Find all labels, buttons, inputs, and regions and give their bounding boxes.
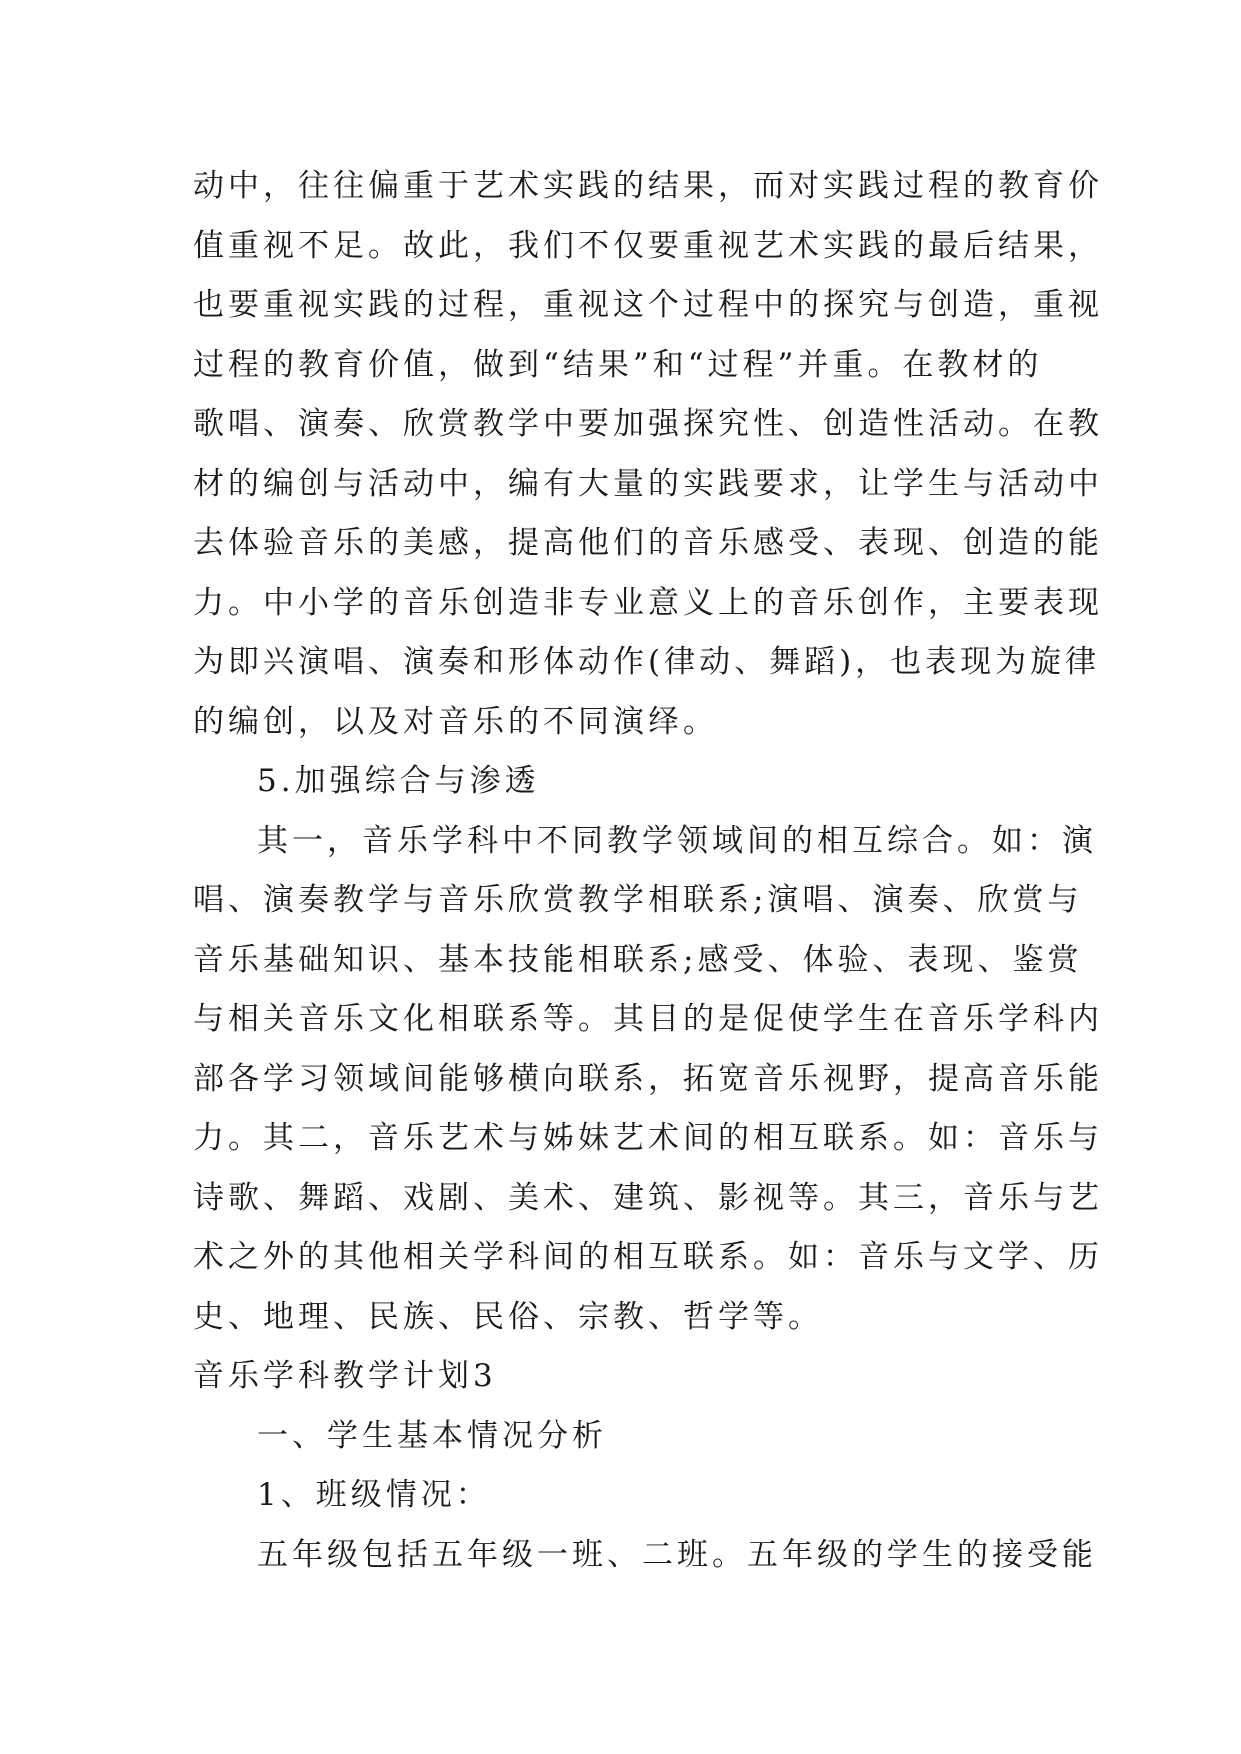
text-line: 值重视不足。故此，我们不仅要重视艺术实践的最后结果，: [193, 227, 1103, 264]
text-line: 与相关音乐文化相联系等。其目的是促使学生在音乐学科内: [193, 1001, 1103, 1037]
text-line: 歌唱、演奏、欣赏教学中要加强探究性、创造性活动。在教: [193, 406, 1103, 442]
text-line: 为即兴演唱、演奏和形体动作(律动、舞蹈)，也表现为旋律: [193, 644, 1101, 680]
text-line: 去体验音乐的美感，提高他们的音乐感受、表现、创造的能: [193, 525, 1103, 561]
text-line: 史、地理、民族、民俗、宗教、哲学等。: [193, 1298, 823, 1335]
section-heading: 一、学生基本情况分析: [257, 1417, 607, 1454]
text-line: 术之外的其他相关学科间的相互联系。如：音乐与文学、历: [193, 1239, 1103, 1275]
text-line: 动中，往往偏重于艺术实践的结果，而对实践过程的教育价: [193, 168, 1103, 204]
text-line: 音乐基础知识、基本技能相联系;感受、体验、表现、鉴赏: [193, 941, 1083, 978]
text-line: 的编创，以及对音乐的不同演绎。: [193, 703, 718, 740]
text-line: 过程的教育价值，做到“结果”和“过程”并重。在教材的: [193, 346, 1043, 383]
text-line: 材的编创与活动中，编有大量的实践要求，让学生与活动中: [193, 465, 1103, 502]
document-title: 音乐学科教学计划3: [193, 1358, 497, 1394]
text-line: 其一，音乐学科中不同教学领域间的相互综合。如：演: [257, 822, 1097, 859]
section-heading: 5.加强综合与渗透: [257, 763, 540, 799]
text-line: 诗歌、舞蹈、戏剧、美术、建筑、影视等。其三，音乐与艺: [193, 1179, 1103, 1216]
text-line: 五年级包括五年级一班、二班。五年级的学生的接受能: [257, 1536, 1097, 1573]
document-body: [193, 157, 1103, 1585]
text-line: 唱、演奏教学与音乐欣赏教学相联系;演唱、演奏、欣赏与: [193, 882, 1083, 918]
subsection-heading: 1、班级情况：: [257, 1477, 491, 1513]
text-line: 力。中小学的音乐创造非专业意义上的音乐创作，主要表现: [193, 584, 1103, 621]
text-line: 部各学习领域间能够横向联系，拓宽音乐视野，提高音乐能: [193, 1060, 1103, 1097]
text-line: 也要重视实践的过程，重视这个过程中的探究与创造，重视: [193, 287, 1103, 323]
text-line: 力。其二，音乐艺术与姊妹艺术间的相互联系。如：音乐与: [193, 1120, 1103, 1156]
